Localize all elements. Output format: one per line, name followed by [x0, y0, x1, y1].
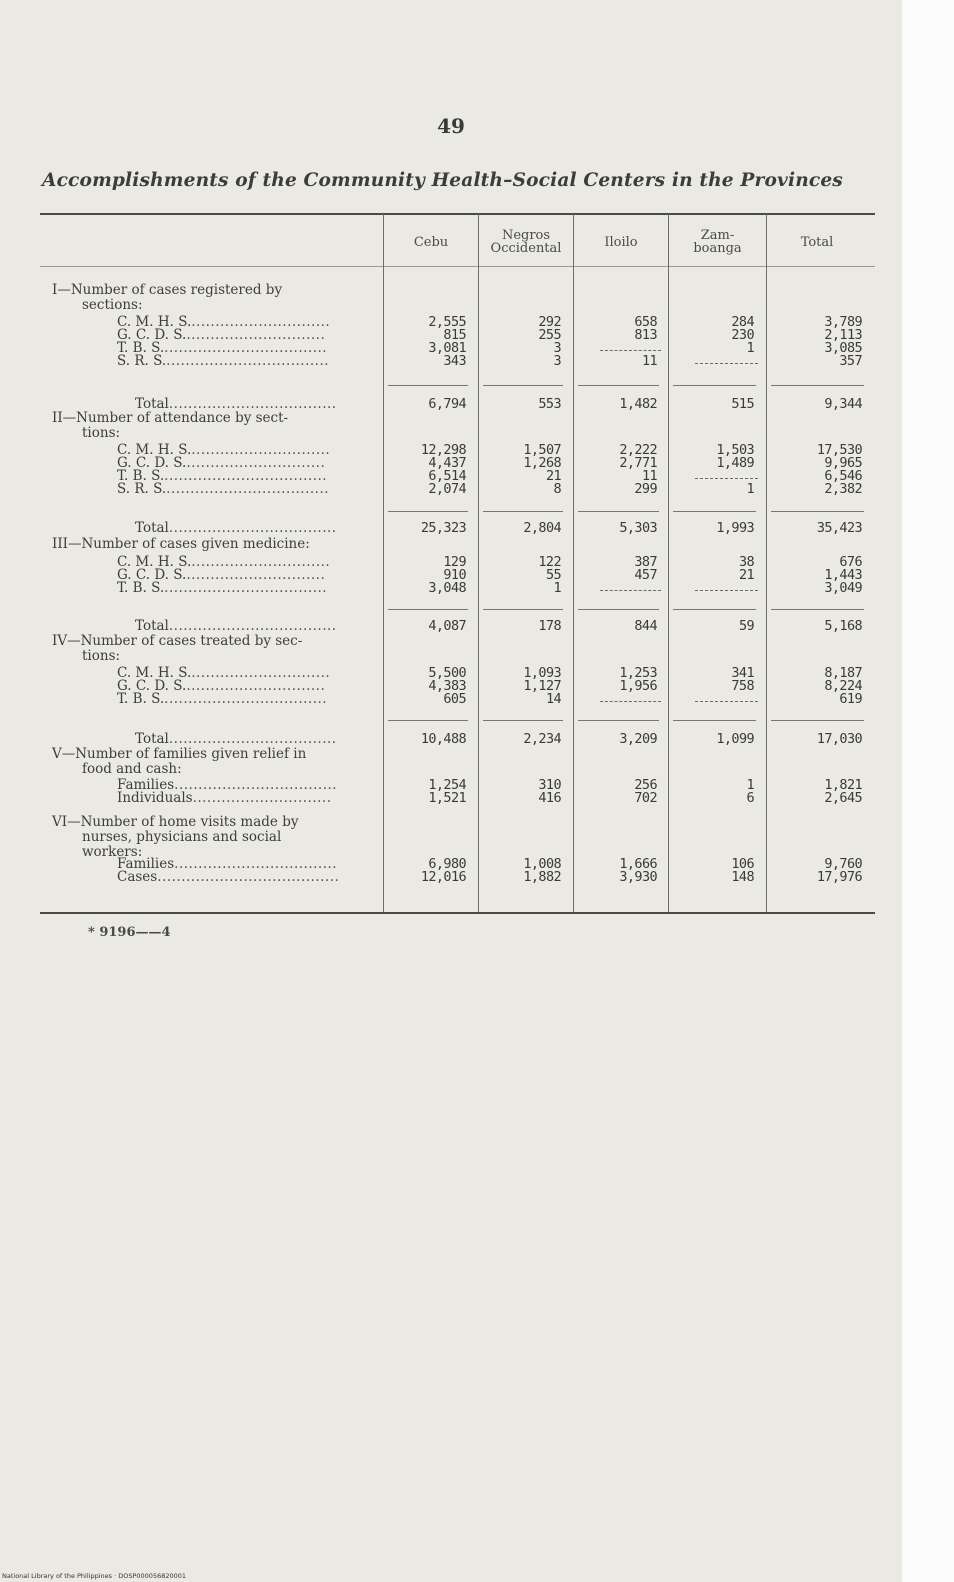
cell-value: 1: [746, 481, 754, 497]
header-rule: [40, 266, 875, 267]
cell-value: 758: [731, 678, 754, 694]
cell-value: 3,085: [824, 340, 862, 356]
section-heading: tions:: [82, 425, 121, 441]
cell-value: 230: [731, 327, 754, 343]
cell-value: 38: [738, 554, 754, 570]
cell-value: 2,074: [428, 481, 466, 497]
cell-value: 387: [634, 554, 657, 570]
column-header-total: Total: [800, 234, 834, 250]
row-label-text: T. B. S.: [117, 340, 165, 356]
row-label-text: G. C. D. S.: [117, 678, 187, 694]
total-rule: [771, 609, 864, 610]
cell-value: 21: [545, 468, 561, 484]
total-value: 4,087: [428, 618, 466, 634]
dot-leader: ......................................: [157, 869, 340, 885]
empty-cell-leader: [600, 701, 661, 702]
cell-value: 9,965: [824, 455, 862, 471]
cell-value: 284: [731, 314, 754, 330]
cell-value: 8,224: [824, 678, 862, 694]
cell-value: 658: [634, 314, 657, 330]
cell-value: 1,821: [824, 777, 862, 793]
section-heading: IV—Number of cases treated by sec-: [52, 633, 303, 649]
total-value: 59: [738, 618, 754, 634]
dot-leader: ..................................: [164, 468, 328, 484]
dot-leader: ...................................: [168, 396, 337, 412]
cell-value: 1,254: [428, 777, 466, 793]
cell-value: 292: [538, 314, 561, 330]
cell-value: 457: [634, 567, 657, 583]
section-heading: III—Number of cases given medicine:: [52, 536, 310, 552]
cell-value: 17,530: [816, 442, 862, 458]
cell-value: 17,976: [816, 869, 862, 885]
total-value: 5,303: [619, 520, 657, 536]
total-value: 5,168: [824, 618, 862, 634]
cell-value: 357: [839, 353, 862, 369]
total-rule: [771, 385, 864, 386]
section-heading: food and cash:: [82, 761, 182, 777]
cell-value: 1,489: [716, 455, 754, 471]
page-number: 49: [437, 114, 465, 138]
total-rule: [771, 511, 864, 512]
cell-value: 12,016: [420, 869, 466, 885]
cell-value: 619: [839, 691, 862, 707]
dot-leader: ..................................: [174, 856, 338, 872]
cell-value: 343: [443, 353, 466, 369]
cell-value: 148: [731, 869, 754, 885]
section-heading: V—Number of families given relief in: [52, 746, 307, 762]
dot-leader: ..................................: [164, 580, 328, 596]
cell-value: 3: [553, 353, 561, 369]
column-divider: [383, 214, 384, 912]
row-label-text: T. B. S.: [117, 468, 165, 484]
cell-value: 299: [634, 481, 657, 497]
cell-value: 1,956: [619, 678, 657, 694]
total-rule: [578, 511, 659, 512]
column-header-negros-occidental: Negros Occidental: [490, 228, 562, 256]
row-label: [117, 483, 329, 497]
cell-value: 9,760: [824, 856, 862, 872]
row-label-text: G. C. D. S.: [117, 455, 187, 471]
cell-value: 5,500: [428, 665, 466, 681]
row-label: [135, 733, 337, 747]
cell-value: 8: [553, 481, 561, 497]
cell-value: 14: [545, 691, 561, 707]
dot-leader: ..................................: [166, 481, 330, 497]
row-label: [135, 620, 337, 634]
cell-value: 256: [634, 777, 657, 793]
credit-line: National Library of the Philippines · DOSP000056820001: [2, 1572, 187, 1580]
column-divider: [668, 214, 669, 912]
dot-leader: ...................................: [168, 731, 337, 747]
row-label-text: G. C. D. S.: [117, 327, 187, 343]
cell-value: 6: [746, 790, 754, 806]
dot-leader: ..................................: [166, 353, 330, 369]
cell-value: 1,093: [523, 665, 561, 681]
cell-value: 605: [443, 691, 466, 707]
total-value: 9,344: [824, 396, 862, 412]
row-label: [117, 355, 329, 369]
cell-value: 3: [553, 340, 561, 356]
dot-leader: ...................................: [168, 618, 337, 634]
cell-value: 1,503: [716, 442, 754, 458]
row-label: [117, 792, 332, 806]
total-rule: [578, 720, 659, 721]
dot-leader: .............................: [186, 455, 326, 471]
total-rule: [673, 720, 756, 721]
total-rule: [578, 609, 659, 610]
empty-cell-leader: [695, 590, 758, 591]
section-heading: sections:: [82, 297, 143, 313]
table-top-rule: [40, 213, 875, 215]
cell-value: 6,980: [428, 856, 466, 872]
total-value: 2,234: [523, 731, 561, 747]
dot-leader: .............................: [186, 567, 326, 583]
total-rule: [771, 720, 864, 721]
cell-value: 416: [538, 790, 561, 806]
row-label-text: T. B. S.: [117, 691, 165, 707]
total-value: 3,209: [619, 731, 657, 747]
row-label: [117, 582, 327, 596]
dot-leader: ..................................: [164, 691, 328, 707]
row-label-text: G. C. D. S.: [117, 567, 187, 583]
cell-value: 1,507: [523, 442, 561, 458]
total-value: 515: [731, 396, 754, 412]
total-value: 2,804: [523, 520, 561, 536]
total-rule: [388, 609, 468, 610]
cell-value: 1,443: [824, 567, 862, 583]
cell-value: 255: [538, 327, 561, 343]
column-header-zamboanga: Zam- boanga: [693, 228, 742, 256]
cell-value: 3,081: [428, 340, 466, 356]
column-header-iloilo: Iloilo: [604, 234, 638, 250]
dot-leader: .............................: [191, 554, 331, 570]
column-divider: [766, 214, 767, 912]
empty-cell-leader: [695, 363, 758, 364]
total-value: 10,488: [420, 731, 466, 747]
empty-cell-leader: [600, 350, 661, 351]
row-label-text: S. R. S.: [117, 481, 167, 497]
total-rule: [483, 720, 563, 721]
total-rule: [483, 511, 563, 512]
row-label-text: Cases: [117, 869, 158, 885]
section-heading: VI—Number of home visits made by: [52, 814, 299, 830]
cell-value: 910: [443, 567, 466, 583]
cell-value: 1,268: [523, 455, 561, 471]
row-label-text: Total: [135, 396, 169, 412]
dot-leader: .............................: [186, 327, 326, 343]
row-label-text: Families: [117, 856, 175, 872]
total-value: 25,323: [420, 520, 466, 536]
cell-value: 676: [839, 554, 862, 570]
cell-value: 21: [738, 567, 754, 583]
cell-value: 3,049: [824, 580, 862, 596]
dot-leader: ...................................: [168, 520, 337, 536]
row-label-text: Families: [117, 777, 175, 793]
cell-value: 55: [545, 567, 561, 583]
total-rule: [388, 511, 468, 512]
total-value: 178: [538, 618, 561, 634]
total-value: 17,030: [816, 731, 862, 747]
cell-value: 122: [538, 554, 561, 570]
cell-value: 106: [731, 856, 754, 872]
footnote: * 9196——4: [88, 925, 171, 940]
cell-value: 3,930: [619, 869, 657, 885]
row-label-text: C. M. H. S.: [117, 665, 192, 681]
cell-value: 129: [443, 554, 466, 570]
table-bottom-rule: [40, 912, 875, 914]
cell-value: 2,222: [619, 442, 657, 458]
row-label-text: T. B. S.: [117, 580, 165, 596]
section-heading: II—Number of attendance by sect-: [52, 410, 289, 426]
section-heading: I—Number of cases registered by: [52, 282, 283, 298]
empty-cell-leader: [600, 590, 661, 591]
total-rule: [388, 720, 468, 721]
total-rule: [673, 609, 756, 610]
total-value: 553: [538, 396, 561, 412]
table-title: Accomplishments of the Community Health–Social Centers in the Provinces: [42, 170, 843, 191]
cell-value: 2,645: [824, 790, 862, 806]
column-header-cebu: Cebu: [413, 234, 449, 250]
total-value: 1,993: [716, 520, 754, 536]
row-label-text: C. M. H. S.: [117, 554, 192, 570]
column-divider: [478, 214, 479, 912]
cell-value: 1,666: [619, 856, 657, 872]
cell-value: 2,382: [824, 481, 862, 497]
cell-value: 1,127: [523, 678, 561, 694]
row-label-text: C. M. H. S.: [117, 314, 192, 330]
row-label: [117, 871, 339, 885]
cell-value: 1: [746, 340, 754, 356]
total-rule: [673, 385, 756, 386]
empty-cell-leader: [695, 701, 758, 702]
cell-value: 1,882: [523, 869, 561, 885]
margin-strip: [902, 0, 954, 1582]
section-heading: nurses, physicians and social: [82, 829, 282, 845]
cell-value: 6,546: [824, 468, 862, 484]
cell-value: 4,383: [428, 678, 466, 694]
total-value: 35,423: [816, 520, 862, 536]
cell-value: 11: [641, 353, 657, 369]
cell-value: 813: [634, 327, 657, 343]
row-label: [117, 693, 327, 707]
dot-leader: .............................: [191, 314, 331, 330]
total-rule: [483, 385, 563, 386]
total-value: 844: [634, 618, 657, 634]
cell-value: 1: [746, 777, 754, 793]
total-rule: [388, 385, 468, 386]
cell-value: 2,555: [428, 314, 466, 330]
total-value: 1,099: [716, 731, 754, 747]
total-rule: [483, 609, 563, 610]
dot-leader: .............................: [192, 790, 332, 806]
row-label: [135, 522, 337, 536]
total-rule: [673, 511, 756, 512]
cell-value: 8,187: [824, 665, 862, 681]
row-label-text: Total: [135, 731, 169, 747]
total-value: 1,482: [619, 396, 657, 412]
row-label-text: Total: [135, 618, 169, 634]
cell-value: 2,771: [619, 455, 657, 471]
dot-leader: .............................: [191, 442, 331, 458]
total-rule: [578, 385, 659, 386]
cell-value: 1,008: [523, 856, 561, 872]
empty-cell-leader: [695, 478, 758, 479]
row-label-text: Total: [135, 520, 169, 536]
dot-leader: ..................................: [164, 340, 328, 356]
cell-value: 702: [634, 790, 657, 806]
total-value: 6,794: [428, 396, 466, 412]
cell-value: 2,113: [824, 327, 862, 343]
cell-value: 3,789: [824, 314, 862, 330]
cell-value: 12,298: [420, 442, 466, 458]
cell-value: 11: [641, 468, 657, 484]
cell-value: 815: [443, 327, 466, 343]
row-label-text: C. M. H. S.: [117, 442, 192, 458]
cell-value: 4,437: [428, 455, 466, 471]
section-heading: tions:: [82, 648, 121, 664]
cell-value: 6,514: [428, 468, 466, 484]
cell-value: 341: [731, 665, 754, 681]
cell-value: 1,521: [428, 790, 466, 806]
cell-value: 310: [538, 777, 561, 793]
dot-leader: .............................: [191, 665, 331, 681]
column-divider: [573, 214, 574, 912]
row-label-text: Individuals: [117, 790, 193, 806]
dot-leader: ..................................: [174, 777, 338, 793]
dot-leader: .............................: [186, 678, 326, 694]
cell-value: 1: [553, 580, 561, 596]
row-label-text: S. R. S.: [117, 353, 167, 369]
section-heading: workers:: [82, 844, 143, 860]
cell-value: 3,048: [428, 580, 466, 596]
cell-value: 1,253: [619, 665, 657, 681]
